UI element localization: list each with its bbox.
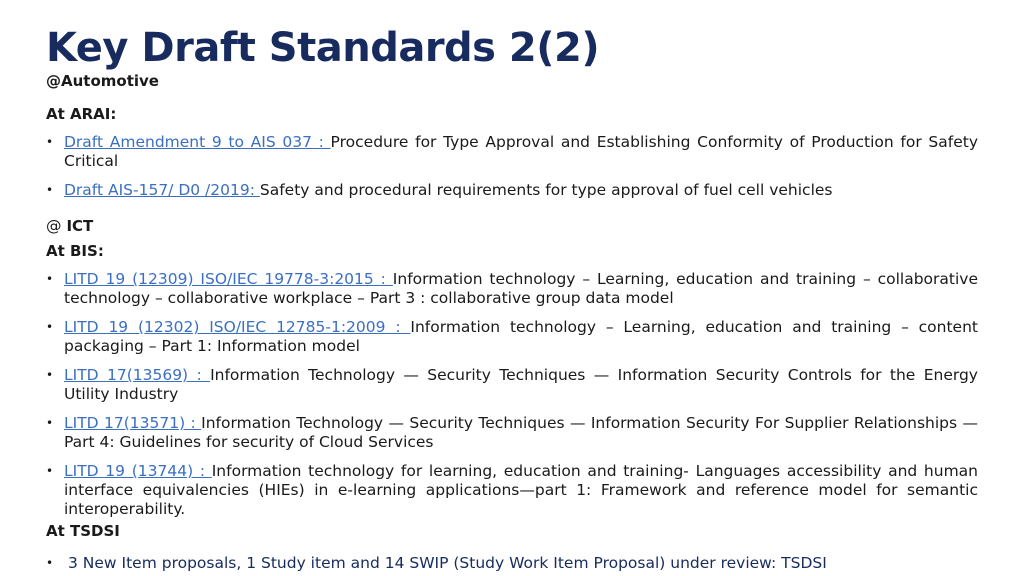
bullet-icon: • [46,320,54,334]
bullet-icon: • [46,416,54,430]
list-item-text: Information technology – Learning, education and training – collaborative technology – collaborative workplace – Part 3 : collaborative group data model [64,270,978,307]
ict-text: ICT [66,217,94,235]
list-item [46,181,978,200]
arai-heading: At ARAI: [46,105,117,123]
list-item-text: Information technology – Learning, education and training – content packaging – Part 1: Information model [64,318,978,355]
arai-list [46,133,978,200]
list-item [46,318,978,356]
list-item-text: Safety and procedural requirements for type approval of fuel cell vehicles [259,181,833,199]
bullet-icon: • [46,464,54,478]
bullet-icon: • [46,272,54,286]
list-item-text: Information Technology — Security Techniques — Information Security Controls for the Energy Utility Industry [64,366,978,403]
list-item-text: Information technology for learning, education and training- Languages accessibility and human interface equivalencies (HIEs) in e-learning applications—part 1: Framework and reference model for semantic interoperability. [64,462,978,518]
tsdsi-list [46,554,978,573]
list-item-text: Procedure for Type Approval and Establishing Conformity of Production for Safety Critical [64,133,978,170]
arai-link-ais157[interactable]: Draft AIS-157/ D0 /2019: [64,181,260,199]
list-item [46,462,978,519]
bis-link-13571[interactable]: LITD 17(13571) : [64,414,202,432]
page-title: Key Draft Standards 2(2) [46,25,600,71]
bis-link-13744[interactable]: LITD 19 (13744) : [64,462,212,480]
automotive-label: @Automotive [46,72,159,90]
ict-label [46,217,93,236]
bis-link-12309[interactable]: LITD 19 (12309) ISO/IEC 19778-3:2015 : [64,270,393,288]
list-item [46,554,978,573]
bullet-icon: • [46,556,54,570]
bullet-icon: • [46,183,54,197]
list-item [46,133,978,171]
tsdsi-heading: At TSDSI [46,522,120,540]
bis-link-13569[interactable]: LITD 17(13569) : [64,366,211,384]
bullet-icon: • [46,135,54,149]
list-item-text: 3 New Item proposals, 1 Study item and 14 SWIP (Study Work Item Proposal) under review: TSDSI [68,554,827,572]
bis-heading: At BIS: [46,242,104,260]
list-item [46,366,978,404]
list-item-text: Information Technology — Security Techniques — Information Security For Supplier Relationships — Part 4: Guidelines for security of Cloud Services [64,414,978,451]
list-item [46,414,978,452]
list-item [46,270,978,308]
bis-link-12302[interactable]: LITD 19 (12302) ISO/IEC 12785-1:2009 : [64,318,411,336]
bis-list [46,270,978,519]
bullet-icon: • [46,368,54,382]
arai-link-ais037[interactable]: Draft Amendment 9 to AIS 037 : [64,133,331,151]
ict-prefix: @ [46,217,67,235]
